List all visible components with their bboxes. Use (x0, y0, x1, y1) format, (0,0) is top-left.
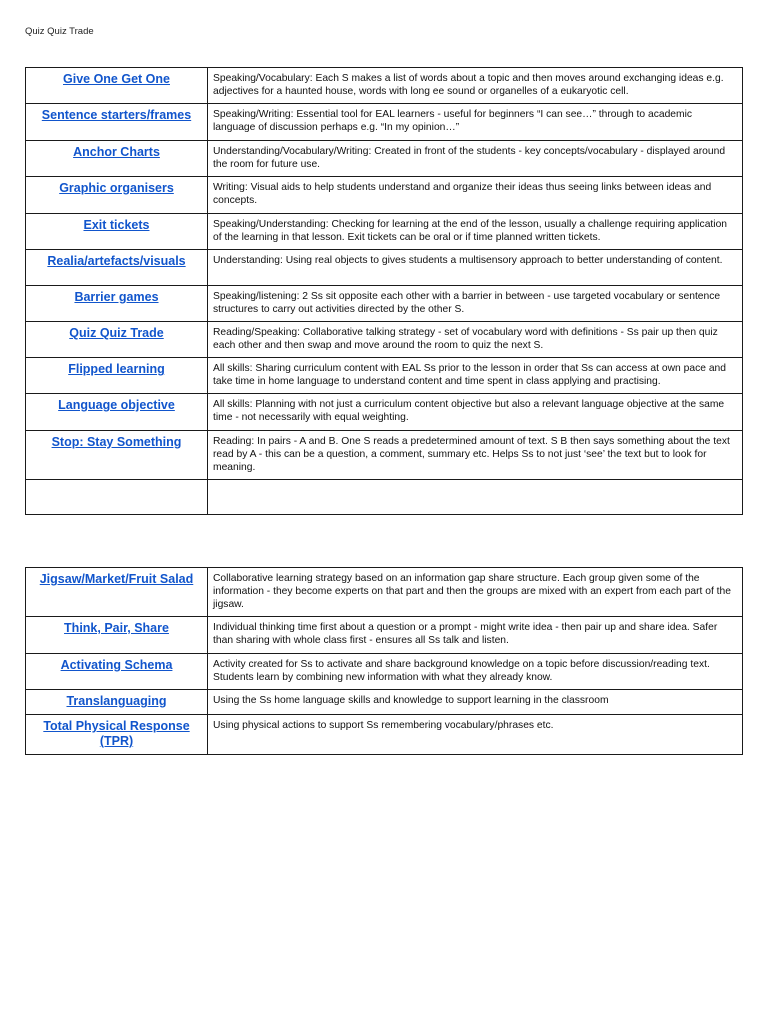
term-cell (26, 214, 208, 250)
description-cell (208, 322, 743, 358)
term-cell (26, 617, 208, 654)
description-cell (208, 654, 743, 690)
description-text: Speaking/Understanding: Checking for learning at the end of the lesson, usually a challenge requiring application of the learning in that lesson. Exit tickets can be oral or if time planned written tickets. (213, 219, 728, 243)
page-header: Quiz Quiz Trade (25, 26, 94, 37)
description-text: Collaborative learning strategy based on an information gap share structure. Each group given some of the information - they become experts on that part and then the groups are mixed with an expert from each part of the jigsaw. (213, 573, 731, 610)
table-row (26, 322, 743, 358)
description-cell (208, 715, 743, 755)
table-row (26, 715, 743, 755)
term-link-exit-tickets[interactable]: Exit tickets (83, 218, 150, 232)
term-link-anchor-charts[interactable]: Anchor Charts (73, 145, 160, 159)
table-row (26, 214, 743, 250)
table-row (26, 431, 743, 480)
strategies-table-1 (25, 67, 743, 515)
description-cell (208, 394, 743, 431)
table-row (26, 617, 743, 654)
description-text: Speaking/listening: 2 Ss sit opposite each other with a barrier in between - use targeted vocabulary or sentence structures to carry out activities directed by the other S. (213, 291, 721, 315)
description-cell (208, 480, 743, 515)
description-cell (208, 104, 743, 141)
term-link-total-physical-response[interactable]: Total Physical Response (TPR) (43, 719, 190, 748)
description-text: All skills: Planning with not just a curriculum content objective but also a relevant language objective at the same time - not necessarily with equal weighting. (213, 399, 725, 423)
table-row-empty (26, 480, 743, 515)
table-row (26, 104, 743, 141)
term-cell (26, 250, 208, 286)
description-text: Individual thinking time first about a question or a prompt - might write idea - then pair up and share idea. Safer than sharing with whole class first - ensures all Ss talk and listen. (213, 622, 718, 646)
term-link-sentence-starters[interactable]: Sentence starters/frames (41, 108, 192, 122)
term-cell (26, 286, 208, 322)
table-row (26, 68, 743, 104)
term-link-quiz-quiz-trade[interactable]: Quiz Quiz Trade (69, 326, 164, 340)
term-cell (26, 68, 208, 104)
term-link-barrier-games[interactable]: Barrier games (74, 290, 159, 304)
term-cell (26, 104, 208, 141)
term-cell (26, 715, 208, 755)
description-text: Speaking/Writing: Essential tool for EAL learners - useful for beginners “I can see…” through to academic language of discussion perhaps e.g. “In my opinion…” (213, 109, 693, 133)
term-link-graphic-organisers[interactable]: Graphic organisers (59, 181, 174, 195)
description-text (208, 480, 742, 484)
term-link-think-pair-share[interactable]: Think, Pair, Share (64, 621, 169, 635)
term-link-jigsaw[interactable]: Jigsaw/Market/Fruit Salad (39, 572, 194, 586)
table-row (26, 568, 743, 617)
description-cell (208, 177, 743, 214)
table-row (26, 690, 743, 715)
description-text: Reading: In pairs - A and B. One S reads a predetermined amount of text. S B then says something about the text read by A - this can be a question, a comment, summary etc. Helps Ss to not just ‘see’ the text but to look for meaning. (213, 436, 730, 473)
term-cell (26, 322, 208, 358)
description-text: All skills: Sharing curriculum content with EAL Ss prior to the lesson in order that Ss can access at own pace and take time in home language to understand content and time spent in class applying and practising. (213, 363, 726, 387)
description-text: Understanding/Vocabulary/Writing: Created in front of the students - key concepts/vocabulary - displayed around the room for future use. (213, 146, 726, 170)
term-cell (26, 177, 208, 214)
term-link-flipped-learning[interactable]: Flipped learning (68, 362, 165, 376)
description-text: Reading/Speaking: Collaborative talking strategy - set of vocabulary word with definitions - Ss pair up then quiz each other and then swap and move around the room to quiz the next S. (213, 327, 718, 351)
description-cell (208, 358, 743, 394)
term-link-empty (26, 480, 207, 484)
term-link-stop-stay-something[interactable]: Stop: Stay Something (51, 435, 182, 449)
table-row (26, 654, 743, 690)
description-cell (208, 568, 743, 617)
table-row (26, 141, 743, 177)
description-cell (208, 141, 743, 177)
description-cell (208, 617, 743, 654)
term-cell (26, 690, 208, 715)
table-row (26, 358, 743, 394)
term-cell (26, 568, 208, 617)
description-cell (208, 690, 743, 715)
term-cell (26, 358, 208, 394)
description-text: Using the Ss home language skills and knowledge to support learning in the classroom (213, 695, 609, 706)
term-cell (26, 480, 208, 515)
term-link-translanguaging[interactable]: Translanguaging (66, 694, 167, 708)
description-text: Activity created for Ss to activate and share background knowledge on a topic before discussion/reading text. Students learn by combining new information with what they already know. (213, 659, 710, 683)
table-row (26, 286, 743, 322)
description-cell (208, 431, 743, 480)
term-cell (26, 141, 208, 177)
description-cell (208, 286, 743, 322)
description-text: Speaking/Vocabulary: Each S makes a list of words about a topic and then moves around exchanging ideas e.g. adjectives for a haunted house, words with long ee sound or organelles of a eukaryotic cell. (213, 73, 724, 97)
description-text: Writing: Visual aids to help students understand and organize their ideas thus seeing links between ideas and concepts. (213, 182, 712, 206)
description-cell (208, 68, 743, 104)
term-link-language-objective[interactable]: Language objective (58, 398, 175, 412)
term-link-activating-schema[interactable]: Activating Schema (60, 658, 173, 672)
table-row (26, 177, 743, 214)
strategies-table-2 (25, 567, 743, 755)
table-row (26, 250, 743, 286)
term-link-give-one-get-one[interactable]: Give One Get One (63, 72, 170, 86)
description-cell (208, 214, 743, 250)
term-link-realia[interactable]: Realia/artefacts/visuals (47, 254, 186, 268)
term-cell (26, 394, 208, 431)
description-cell (208, 250, 743, 286)
term-cell (26, 654, 208, 690)
description-text: Understanding: Using real objects to gives students a multisensory approach to better understanding of content. (213, 255, 723, 266)
table-row (26, 394, 743, 431)
description-text: Using physical actions to support Ss remembering vocabulary/phrases etc. (213, 720, 554, 731)
term-cell (26, 431, 208, 480)
